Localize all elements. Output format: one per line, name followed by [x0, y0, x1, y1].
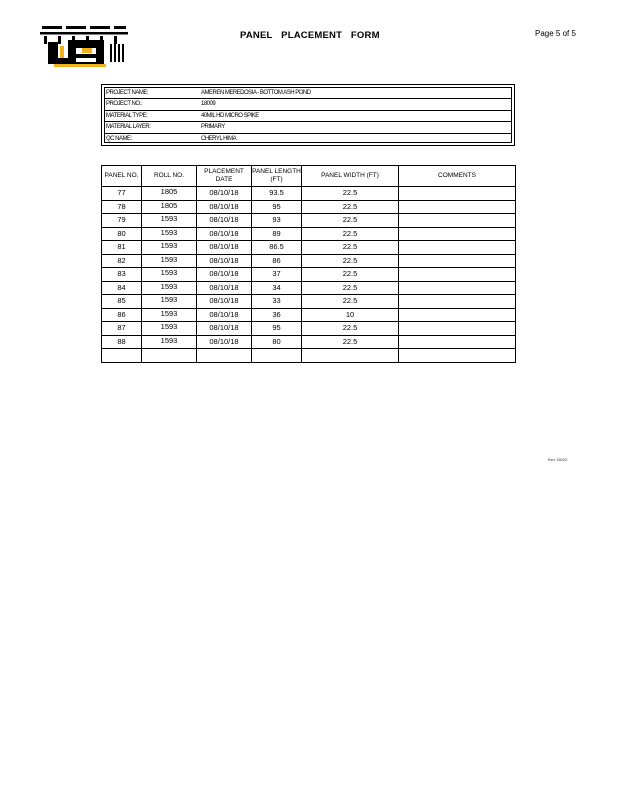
cell-roll-no: 1593	[142, 214, 197, 228]
cell-panel-no: 79	[102, 214, 142, 228]
qc-name-row	[105, 134, 511, 145]
cell-panel-no: 88	[102, 335, 142, 349]
cell-roll-no	[142, 349, 197, 363]
cell-comments	[399, 241, 516, 255]
cell-panel-width: 10	[302, 308, 399, 322]
cell-placement-date: 08/10/18	[197, 308, 252, 322]
cell-panel-no: 86	[102, 308, 142, 322]
form-title: PANEL PLACEMENT FORM	[240, 30, 380, 41]
cell-roll-no: 1805	[142, 187, 197, 201]
cell-roll-no: 1593	[142, 254, 197, 268]
material-layer-label: MATERIAL LAYER:	[106, 124, 151, 131]
cell-comments	[399, 308, 516, 322]
cell-panel-length: 80	[252, 335, 302, 349]
cell-comments	[399, 322, 516, 336]
table-row	[102, 281, 516, 295]
page-number: Page 5 of 5	[535, 29, 576, 38]
material-layer-row	[105, 122, 511, 133]
cell-panel-width: 22.5	[302, 335, 399, 349]
header-comments: COMMENTS	[399, 166, 516, 187]
table-row	[102, 268, 516, 282]
material-type-row	[105, 111, 511, 122]
logo-mark-icon	[40, 24, 132, 68]
cell-panel-width: 22.5	[302, 268, 399, 282]
project-name-value: AMEREN MEREDOSIA - BOTTOM ASH POND	[201, 90, 311, 96]
table-row	[102, 241, 516, 255]
cell-panel-no: 77	[102, 187, 142, 201]
cell-panel-no: 81	[102, 241, 142, 255]
cell-panel-length: 34	[252, 281, 302, 295]
table-row	[102, 322, 516, 336]
cell-panel-length	[252, 349, 302, 363]
cell-panel-width: 22.5	[302, 187, 399, 201]
cell-panel-width: 22.5	[302, 254, 399, 268]
cell-comments	[399, 281, 516, 295]
cell-panel-length: 33	[252, 295, 302, 309]
project-name-row	[105, 88, 511, 99]
revision-note: Rev 16020	[548, 457, 568, 462]
cell-roll-no: 1805	[142, 200, 197, 214]
material-layer-value: PRIMARY	[201, 124, 225, 131]
table-row	[102, 308, 516, 322]
cell-comments	[399, 349, 516, 363]
cell-placement-date: 08/10/18	[197, 322, 252, 336]
cell-panel-width: 22.5	[302, 295, 399, 309]
qc-name-label: QC NAME:	[106, 135, 132, 142]
table-row	[102, 335, 516, 349]
table-row	[102, 214, 516, 228]
cell-placement-date: 08/10/18	[197, 187, 252, 201]
cell-panel-width: 22.5	[302, 281, 399, 295]
cell-placement-date: 08/10/18	[197, 295, 252, 309]
cell-placement-date: 08/10/18	[197, 200, 252, 214]
material-type-value: 40MIL HD MICRO SPIKE	[201, 112, 259, 119]
cell-comments	[399, 295, 516, 309]
cell-panel-length: 37	[252, 268, 302, 282]
cell-comments	[399, 254, 516, 268]
cell-panel-no: 80	[102, 227, 142, 241]
cell-panel-length: 93	[252, 214, 302, 228]
cell-placement-date: 08/10/18	[197, 254, 252, 268]
cell-panel-no	[102, 349, 142, 363]
cell-comments	[399, 227, 516, 241]
company-logo	[40, 24, 132, 68]
cell-panel-length: 95	[252, 322, 302, 336]
table-header-row	[102, 166, 516, 187]
cell-roll-no: 1593	[142, 241, 197, 255]
table-row	[102, 187, 516, 201]
cell-roll-no: 1593	[142, 335, 197, 349]
cell-roll-no: 1593	[142, 295, 197, 309]
cell-placement-date: 08/10/18	[197, 214, 252, 228]
table-row	[102, 295, 516, 309]
table-row	[102, 227, 516, 241]
header-placement-date: PLACEMENT DATE	[197, 166, 252, 187]
header-roll-no: ROLL NO.	[142, 166, 197, 187]
table-body	[102, 187, 516, 363]
cell-panel-width	[302, 349, 399, 363]
project-no-value: 18009	[201, 101, 216, 108]
cell-panel-length: 36	[252, 308, 302, 322]
cell-panel-width: 22.5	[302, 227, 399, 241]
cell-panel-no: 85	[102, 295, 142, 309]
project-no-row	[105, 99, 511, 110]
header-panel-width: PANEL WIDTH (FT)	[302, 166, 399, 187]
cell-panel-length: 86.5	[252, 241, 302, 255]
cell-placement-date: 08/10/18	[197, 241, 252, 255]
table-row	[102, 200, 516, 214]
qc-name-value: CHERYL HIMA	[201, 135, 237, 142]
cell-panel-no: 84	[102, 281, 142, 295]
project-name-label: PROJECT NAME:	[106, 90, 149, 96]
cell-roll-no: 1593	[142, 322, 197, 336]
material-type-label: MATERIAL TYPE:	[106, 112, 148, 119]
header-panel-length: PANEL LENGTH (FT)	[252, 166, 302, 187]
project-info-box	[101, 84, 515, 146]
cell-roll-no: 1593	[142, 268, 197, 282]
cell-panel-no: 78	[102, 200, 142, 214]
cell-placement-date: 08/10/18	[197, 335, 252, 349]
table-row	[102, 254, 516, 268]
cell-panel-length: 95	[252, 200, 302, 214]
cell-panel-width: 22.5	[302, 241, 399, 255]
cell-panel-length: 89	[252, 227, 302, 241]
cell-panel-length: 93.5	[252, 187, 302, 201]
cell-placement-date: 08/10/18	[197, 281, 252, 295]
cell-comments	[399, 187, 516, 201]
header-panel-no: PANEL NO.	[102, 166, 142, 187]
cell-roll-no: 1593	[142, 281, 197, 295]
cell-comments	[399, 200, 516, 214]
cell-placement-date	[197, 349, 252, 363]
cell-comments	[399, 335, 516, 349]
table-row	[102, 349, 516, 363]
cell-comments	[399, 214, 516, 228]
cell-panel-no: 87	[102, 322, 142, 336]
cell-panel-width: 22.5	[302, 200, 399, 214]
cell-roll-no: 1593	[142, 308, 197, 322]
cell-panel-no: 82	[102, 254, 142, 268]
cell-roll-no: 1593	[142, 227, 197, 241]
cell-comments	[399, 268, 516, 282]
cell-placement-date: 08/10/18	[197, 268, 252, 282]
project-no-label: PROJECT NO.:	[106, 101, 142, 108]
cell-placement-date: 08/10/18	[197, 227, 252, 241]
cell-panel-length: 86	[252, 254, 302, 268]
panel-placement-table	[101, 165, 516, 363]
cell-panel-width: 22.5	[302, 322, 399, 336]
cell-panel-no: 83	[102, 268, 142, 282]
cell-panel-width: 22.5	[302, 214, 399, 228]
